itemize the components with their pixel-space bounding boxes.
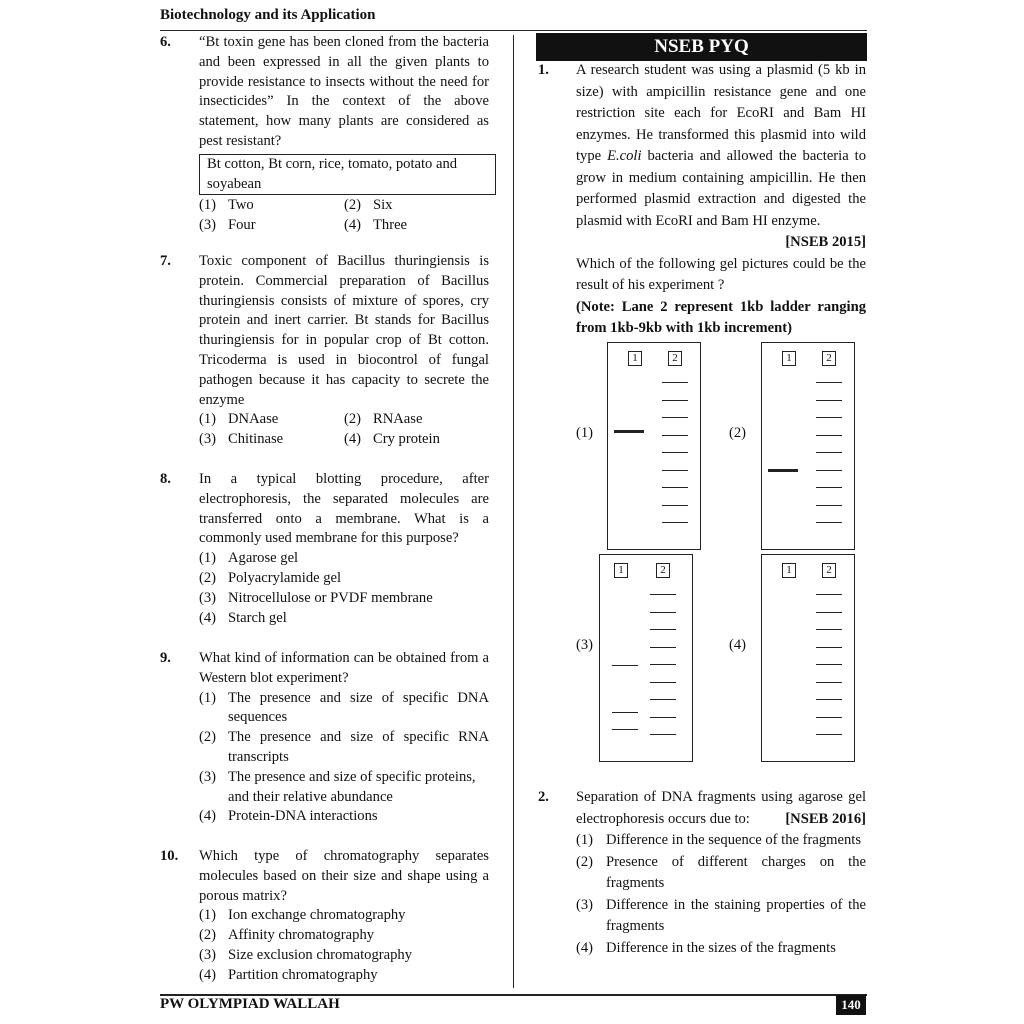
ladder-band xyxy=(816,664,842,665)
lane-label: 1 xyxy=(782,351,796,366)
option[interactable]: (2) Polyacrylamide gel xyxy=(199,569,342,586)
options-row xyxy=(199,410,489,430)
ladder-band xyxy=(650,717,676,718)
lane-label: 1 xyxy=(628,351,642,366)
page-header-title: Biotechnology and its Application xyxy=(160,7,376,23)
option[interactable]: (3) The presence and size of specific proteins, and their relative abundance xyxy=(199,768,476,805)
question-number: 7. xyxy=(160,253,171,269)
ladder-band xyxy=(662,452,688,453)
option[interactable]: (1) Ion exchange chromatography xyxy=(199,907,406,924)
question-number: 1. xyxy=(538,62,549,78)
ladder-band xyxy=(816,452,842,453)
sample-band xyxy=(612,729,638,730)
lane-label: 1 xyxy=(614,563,628,578)
options-row xyxy=(199,430,489,450)
question-number: 2. xyxy=(538,789,549,805)
page-number: 140 xyxy=(836,995,866,1015)
option[interactable]: (1) Difference in the sequence of the fragments xyxy=(576,832,862,848)
ladder-band xyxy=(662,417,688,418)
section-title-bar: NSEB PYQ xyxy=(536,33,867,61)
option[interactable]: (4) Partition chromatography xyxy=(199,966,378,983)
question-stem: What kind of information can be obtained from a Western blot experiment? xyxy=(199,650,489,686)
question-number: 9. xyxy=(160,650,171,666)
ladder-band xyxy=(816,717,842,718)
lane-label: 2 xyxy=(656,563,670,578)
ladder-band xyxy=(662,400,688,401)
question-stem: A research student was using a plasmid (5 kb in size) with ampicillin resistance gene and one restriction site each for EcoRI and Bam HI enzymes. He transformed this plasmid into wild type E.coli bacteria and allowed the bacteria to grow in medium containing ampicillin. He then performed plasmid extraction and digested the plasmid with EcoRI and Bam HI enzyme. xyxy=(576,62,866,229)
ladder-band xyxy=(816,470,842,471)
lane-label: 1 xyxy=(782,563,796,578)
option[interactable]: (3) Chitinase xyxy=(199,431,284,448)
ladder-band xyxy=(650,594,676,595)
gel-image-2[interactable] xyxy=(761,342,855,550)
ladder-band xyxy=(816,487,842,488)
gel-option-label[interactable]: (4) xyxy=(729,637,747,653)
ladder-band xyxy=(816,612,842,613)
options-row xyxy=(199,216,489,236)
option[interactable]: (4) Protein-DNA interactions xyxy=(199,808,378,825)
question-9 xyxy=(160,649,489,827)
question-number: 10. xyxy=(160,848,179,864)
ladder-band xyxy=(816,699,842,700)
column-divider xyxy=(513,35,514,988)
question-stem: Which type of chromatography separates molecules based on their size and shape using a porous matrix? xyxy=(199,848,489,904)
ladder-band xyxy=(662,505,688,506)
ladder-band xyxy=(650,699,676,700)
sample-band xyxy=(768,469,798,472)
question-stem: Toxic component of Bacillus thuringiensis is protein. Commercial preparation of Bacillus thuringiensis consists of mixture of spores, cry protein and inert carrier. Bt stands for Bacillus thuringiensis for in popular crop of Bt cotton. Tricoderma is used in biocontrol of fungal pathogen because it has capacity to secrete the enzyme xyxy=(199,253,489,408)
option[interactable]: (1) DNAase xyxy=(199,411,279,428)
ladder-band xyxy=(816,435,842,436)
option[interactable]: (1) Agarose gel xyxy=(199,550,299,567)
option[interactable]: (1) The presence and size of specific DNA sequences xyxy=(199,689,489,726)
plant-list-box: Bt cotton, Bt corn, rice, tomato, potato and soyabean xyxy=(199,154,496,196)
ladder-band xyxy=(650,629,676,630)
ladder-band xyxy=(816,417,842,418)
option[interactable]: (4) Cry protein xyxy=(344,431,440,448)
ladder-band xyxy=(650,647,676,648)
question-prompt: Which of the following gel pictures could be the result of his experiment ? xyxy=(576,255,866,293)
ladder-band xyxy=(650,664,676,665)
ladder-band xyxy=(816,382,842,383)
question-stem: “Bt toxin gene has been cloned from the bacteria and been expressed in all the given plants to provide resistance to insects without the need for insecticides” In the context of the above statement, how many plants are considered as pest resistant? xyxy=(199,34,489,149)
exam-reference: [NSEB 2015] xyxy=(785,234,866,250)
option[interactable]: (1) Two xyxy=(199,197,254,214)
gel-option-label[interactable]: (1) xyxy=(576,425,594,441)
ladder-band xyxy=(662,470,688,471)
option[interactable]: (4) Starch gel xyxy=(199,609,287,626)
lane-label: 2 xyxy=(822,563,836,578)
footer-brand: PW OLYMPIAD WALLAH xyxy=(160,996,340,1012)
sample-band xyxy=(612,712,638,713)
option[interactable]: (2) The presence and size of specific RNA transcripts xyxy=(199,729,489,765)
question-number: 6. xyxy=(160,34,171,50)
ladder-band xyxy=(650,612,676,613)
option[interactable]: (3) Size exclusion chromatography xyxy=(199,946,412,963)
ladder-band xyxy=(650,734,676,735)
gel-image-1[interactable] xyxy=(607,342,701,550)
ladder-band xyxy=(816,400,842,401)
sample-band xyxy=(612,665,638,666)
ladder-band xyxy=(662,435,688,436)
ladder-band xyxy=(662,487,688,488)
lane-label: 2 xyxy=(822,351,836,366)
pyq-question-2 xyxy=(538,787,866,959)
option[interactable]: (3) Difference in the staining properties of the fragments xyxy=(576,896,866,934)
option[interactable]: (2) Affinity chromatography xyxy=(199,927,375,944)
question-stem: Separation of DNA fragments using agarose gel electrophoresis occurs due to: [NSEB 2016] xyxy=(576,787,866,830)
question-6 xyxy=(160,33,489,236)
ladder-band xyxy=(650,682,676,683)
lane-label: 2 xyxy=(668,351,682,366)
question-8 xyxy=(160,470,489,628)
ladder-band xyxy=(662,382,688,383)
header-divider xyxy=(160,30,867,31)
ladder-band xyxy=(816,522,842,523)
exam-reference: [NSEB 2016] xyxy=(785,810,866,827)
question-number: 8. xyxy=(160,471,171,487)
ladder-note: (Note: Lane 2 represent 1kb ladder ranging from 1kb-9kb with 1kb increment) xyxy=(576,298,866,336)
question-10 xyxy=(160,847,489,986)
ladder-band xyxy=(816,682,842,683)
ladder-band xyxy=(816,629,842,630)
pyq-question-1 xyxy=(538,60,866,340)
ladder-band xyxy=(816,647,842,648)
gel-image-4[interactable] xyxy=(761,554,855,762)
option[interactable]: (4) Three xyxy=(344,217,408,234)
option[interactable]: (2) Six xyxy=(344,197,393,214)
ladder-band xyxy=(662,522,688,523)
gel-image-3[interactable] xyxy=(599,554,693,762)
sample-band xyxy=(614,430,644,433)
gel-option-label[interactable]: (2) xyxy=(729,425,747,441)
ladder-band xyxy=(816,505,842,506)
option[interactable]: (2) RNAase xyxy=(344,411,423,428)
option[interactable]: (3) Nitrocellulose or PVDF membrane xyxy=(199,589,433,606)
question-stem: In a typical blotting procedure, after electrophoresis, the separated molecules are transferred onto a membrane. What is a commonly used membrane for this purpose? xyxy=(199,471,489,547)
option[interactable]: (3) Four xyxy=(199,217,256,234)
option[interactable]: (2) Presence of different charges on the fragments xyxy=(576,853,866,891)
options-row xyxy=(199,196,489,216)
gel-option-label[interactable]: (3) xyxy=(576,637,594,653)
ladder-band xyxy=(816,594,842,595)
option[interactable]: (4) Difference in the sizes of the fragments xyxy=(576,939,836,956)
question-7 xyxy=(160,252,489,450)
ladder-band xyxy=(816,734,842,735)
